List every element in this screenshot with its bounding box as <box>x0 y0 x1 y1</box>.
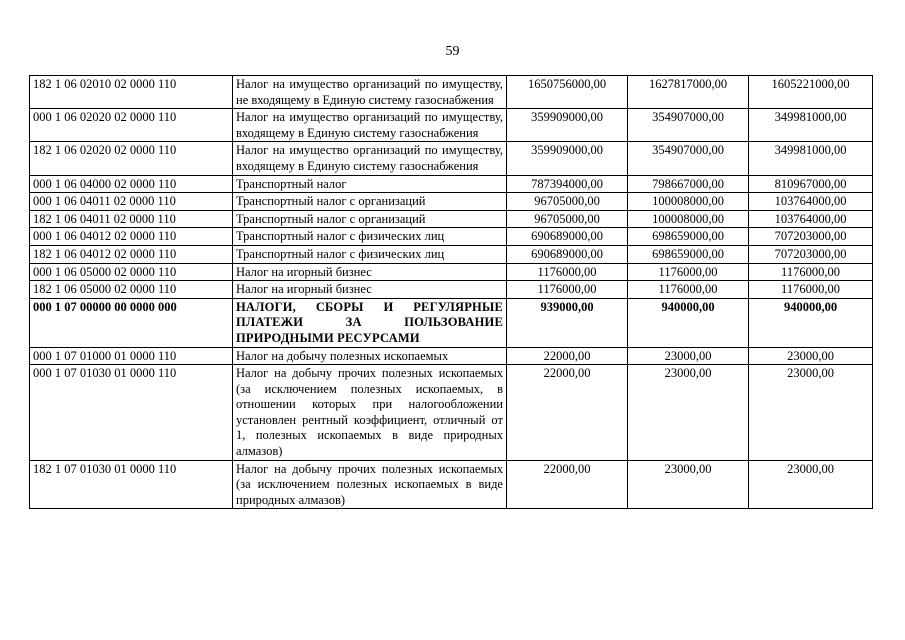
item-name-cell: Транспортный налог с организаций <box>233 193 507 211</box>
budget-code-cell: 000 1 07 00000 00 0000 000 <box>30 298 233 347</box>
value-cell-3: 349981000,00 <box>749 142 873 175</box>
value-cell-1: 96705000,00 <box>507 193 628 211</box>
value-cell-2: 23000,00 <box>628 460 749 509</box>
item-name-cell: Налог на игорный бизнес <box>233 281 507 299</box>
budget-code-cell: 000 1 06 04011 02 0000 110 <box>30 193 233 211</box>
item-name-cell: Налог на добычу прочих полезных ископаемых (за исключением полезных ископаемых в виде природных алмазов) <box>233 460 507 509</box>
item-name-cell: Налог на игорный бизнес <box>233 263 507 281</box>
table-row <box>30 365 873 461</box>
table-row <box>30 193 873 211</box>
item-name-cell: Налог на имущество организаций по имуществу, не входящему в Единую систему газоснабжения <box>233 76 507 109</box>
table-row <box>30 210 873 228</box>
value-cell-1: 690689000,00 <box>507 228 628 246</box>
value-cell-1: 690689000,00 <box>507 245 628 263</box>
budget-code-cell: 182 1 06 05000 02 0000 110 <box>30 281 233 299</box>
value-cell-2: 798667000,00 <box>628 175 749 193</box>
item-name-cell: Налог на имущество организаций по имуществу, входящему в Единую систему газоснабжения <box>233 142 507 175</box>
budget-code-cell: 000 1 06 04012 02 0000 110 <box>30 228 233 246</box>
value-cell-3: 707203000,00 <box>749 245 873 263</box>
value-cell-2: 100008000,00 <box>628 210 749 228</box>
value-cell-3: 1176000,00 <box>749 263 873 281</box>
table-row <box>30 298 873 347</box>
revenue-table <box>29 75 873 509</box>
value-cell-1: 22000,00 <box>507 365 628 461</box>
value-cell-2: 100008000,00 <box>628 193 749 211</box>
value-cell-3: 707203000,00 <box>749 228 873 246</box>
budget-code-cell: 182 1 07 01030 01 0000 110 <box>30 460 233 509</box>
budget-code-cell: 000 1 07 01000 01 0000 110 <box>30 347 233 365</box>
value-cell-1: 96705000,00 <box>507 210 628 228</box>
value-cell-1: 1650756000,00 <box>507 76 628 109</box>
value-cell-3: 1176000,00 <box>749 281 873 299</box>
table-row <box>30 347 873 365</box>
item-name-cell: Налог на имущество организаций по имуществу, входящему в Единую систему газоснабжения <box>233 109 507 142</box>
value-cell-2: 23000,00 <box>628 365 749 461</box>
item-name-cell: Транспортный налог с организаций <box>233 210 507 228</box>
table-row <box>30 228 873 246</box>
value-cell-1: 359909000,00 <box>507 109 628 142</box>
table-row <box>30 460 873 509</box>
value-cell-1: 22000,00 <box>507 347 628 365</box>
value-cell-3: 349981000,00 <box>749 109 873 142</box>
value-cell-3: 23000,00 <box>749 347 873 365</box>
value-cell-3: 1605221000,00 <box>749 76 873 109</box>
value-cell-3: 940000,00 <box>749 298 873 347</box>
table-row <box>30 245 873 263</box>
value-cell-1: 939000,00 <box>507 298 628 347</box>
item-name-cell: Транспортный налог с физических лиц <box>233 228 507 246</box>
budget-code-cell: 182 1 06 02010 02 0000 110 <box>30 76 233 109</box>
budget-code-cell: 000 1 06 02020 02 0000 110 <box>30 109 233 142</box>
value-cell-1: 359909000,00 <box>507 142 628 175</box>
value-cell-1: 1176000,00 <box>507 281 628 299</box>
budget-code-cell: 000 1 07 01030 01 0000 110 <box>30 365 233 461</box>
table-row <box>30 263 873 281</box>
value-cell-2: 698659000,00 <box>628 245 749 263</box>
table-row <box>30 76 873 109</box>
item-name-cell: НАЛОГИ, СБОРЫ И РЕГУЛЯРНЫЕ ПЛАТЕЖИ ЗА ПОЛЬЗОВАНИЕ ПРИРОДНЫМИ РЕСУРСАМИ <box>233 298 507 347</box>
value-cell-2: 1627817000,00 <box>628 76 749 109</box>
table-body <box>30 76 873 509</box>
value-cell-2: 1176000,00 <box>628 281 749 299</box>
table-row <box>30 142 873 175</box>
item-name-cell: Транспортный налог <box>233 175 507 193</box>
table-row <box>30 109 873 142</box>
budget-code-cell: 000 1 06 05000 02 0000 110 <box>30 263 233 281</box>
value-cell-2: 354907000,00 <box>628 109 749 142</box>
table-row <box>30 281 873 299</box>
value-cell-3: 103764000,00 <box>749 210 873 228</box>
table-row <box>30 175 873 193</box>
value-cell-1: 787394000,00 <box>507 175 628 193</box>
budget-code-cell: 182 1 06 04012 02 0000 110 <box>30 245 233 263</box>
value-cell-2: 23000,00 <box>628 347 749 365</box>
page-number: 59 <box>445 44 460 59</box>
value-cell-2: 1176000,00 <box>628 263 749 281</box>
value-cell-3: 810967000,00 <box>749 175 873 193</box>
value-cell-3: 103764000,00 <box>749 193 873 211</box>
budget-code-cell: 000 1 06 04000 02 0000 110 <box>30 175 233 193</box>
value-cell-3: 23000,00 <box>749 460 873 509</box>
item-name-cell: Налог на добычу прочих полезных ископаемых (за исключением полезных ископаемых, в отношении которых при налогообложении установлен рентный коэффициент, отличный от 1, полезных ископаемых в виде природных алмазов) <box>233 365 507 461</box>
value-cell-1: 22000,00 <box>507 460 628 509</box>
budget-code-cell: 182 1 06 04011 02 0000 110 <box>30 210 233 228</box>
item-name-cell: Налог на добычу полезных ископаемых <box>233 347 507 365</box>
item-name-cell: Транспортный налог с физических лиц <box>233 245 507 263</box>
value-cell-2: 940000,00 <box>628 298 749 347</box>
budget-code-cell: 182 1 06 02020 02 0000 110 <box>30 142 233 175</box>
value-cell-1: 1176000,00 <box>507 263 628 281</box>
value-cell-3: 23000,00 <box>749 365 873 461</box>
value-cell-2: 698659000,00 <box>628 228 749 246</box>
value-cell-2: 354907000,00 <box>628 142 749 175</box>
